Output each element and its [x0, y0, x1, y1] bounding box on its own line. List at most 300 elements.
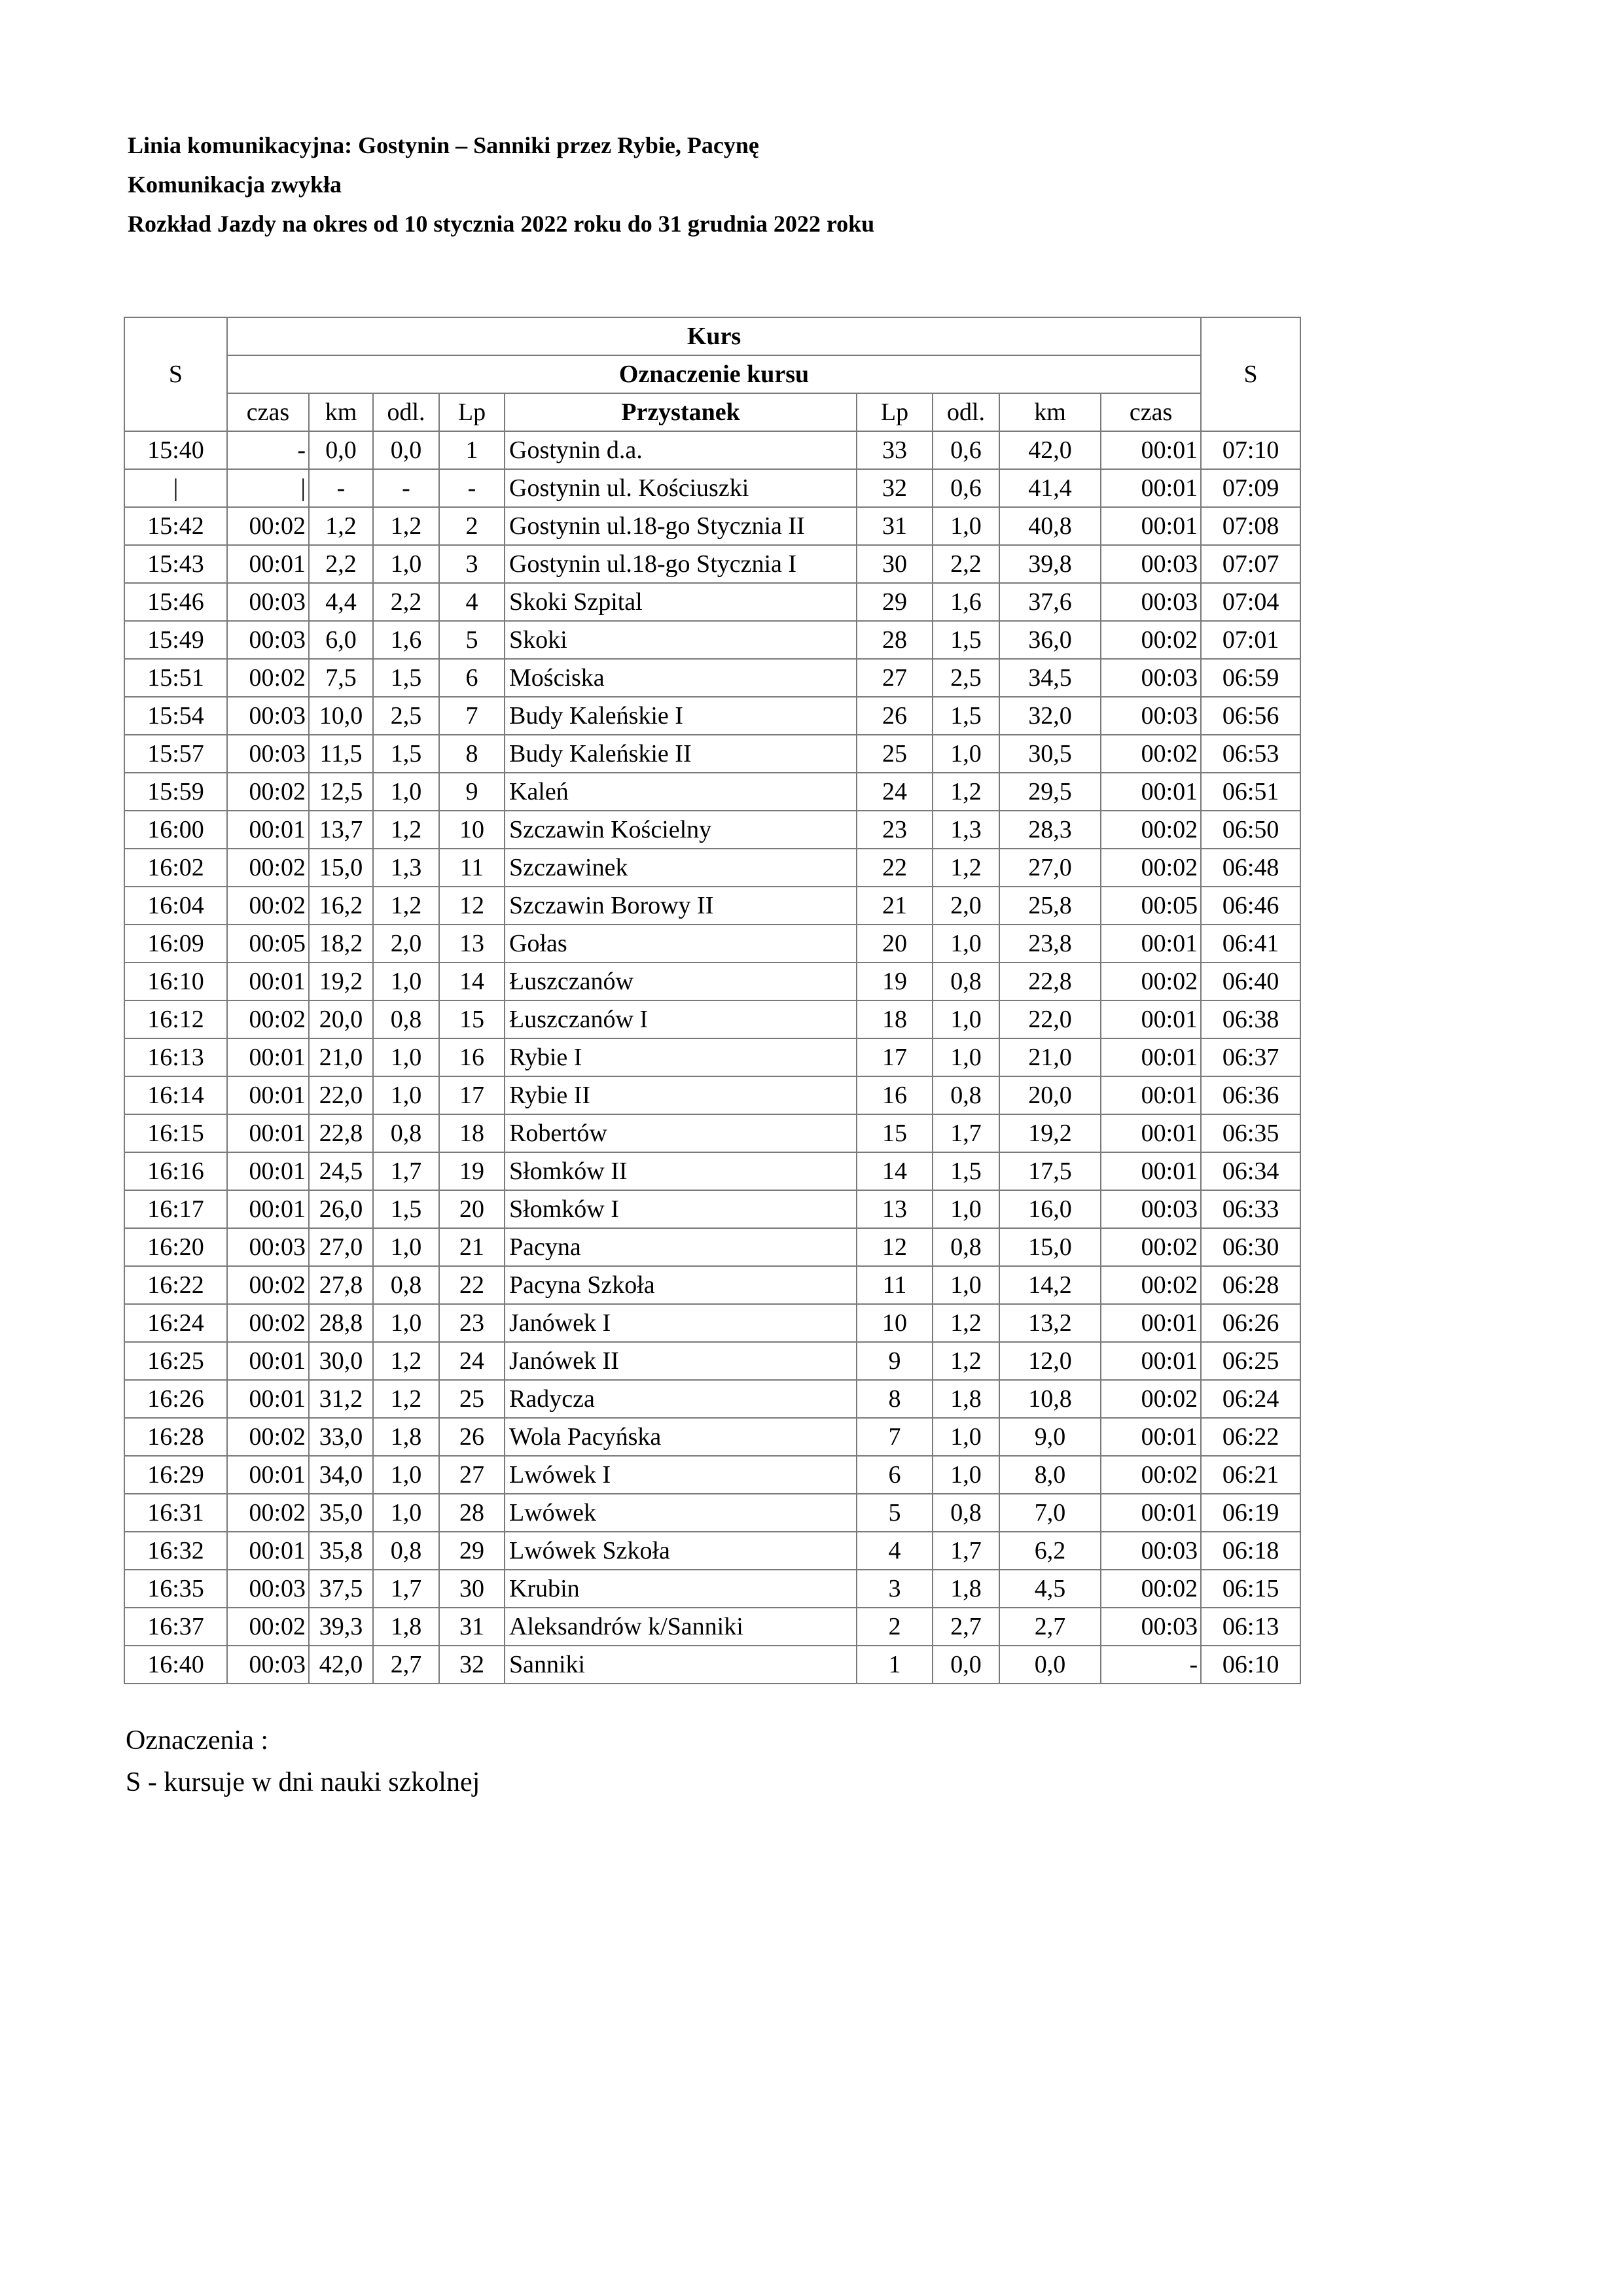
lp-out: 13	[439, 925, 505, 963]
departure-time: 16:16	[124, 1152, 227, 1190]
stop-name: Łuszczanów	[505, 963, 857, 1000]
lp-out: 14	[439, 963, 505, 1000]
stop-name: Wola Pacyńska	[505, 1418, 857, 1456]
odl-out: 1,0	[373, 1038, 439, 1076]
table-row	[124, 1646, 1300, 1684]
czas-out: 00:02	[227, 773, 309, 811]
stop-name: Lwówek Szkoła	[505, 1532, 857, 1570]
km-out: 11,5	[309, 735, 373, 773]
czas-back: 00:01	[1101, 925, 1201, 963]
odl-out: 1,7	[373, 1152, 439, 1190]
lp-out: 26	[439, 1418, 505, 1456]
czas-out: 00:01	[227, 1114, 309, 1152]
lp-back: 23	[857, 811, 933, 849]
departure-time: 16:35	[124, 1570, 227, 1608]
czas-out: 00:02	[227, 1608, 309, 1646]
lp-back: 7	[857, 1418, 933, 1456]
departure-time: 15:51	[124, 659, 227, 697]
czas-back: 00:02	[1101, 963, 1201, 1000]
km-back: 13,2	[999, 1304, 1101, 1342]
km-out: 39,3	[309, 1608, 373, 1646]
km-back: 32,0	[999, 697, 1101, 735]
return-time: 06:22	[1201, 1418, 1300, 1456]
table-row	[124, 1608, 1300, 1646]
school-days-marker-right: S	[1201, 317, 1300, 431]
odl-back: 1,6	[933, 583, 999, 621]
service-type: Komunikacja zwykła	[128, 171, 342, 198]
lp-back: 18	[857, 1000, 933, 1038]
czas-out: 00:02	[227, 1266, 309, 1304]
lp-back: 8	[857, 1380, 933, 1418]
lp-out: 11	[439, 849, 505, 887]
czas-back: 00:02	[1101, 1456, 1201, 1494]
stop-name: Skoki Szpital	[505, 583, 857, 621]
odl-out: 0,8	[373, 1114, 439, 1152]
km-back: 22,8	[999, 963, 1101, 1000]
stop-name: Robertów	[505, 1114, 857, 1152]
departure-time: 16:32	[124, 1532, 227, 1570]
lp-out: 7	[439, 697, 505, 735]
table-row	[124, 1456, 1300, 1494]
km-out: 7,5	[309, 659, 373, 697]
lp-back: 11	[857, 1266, 933, 1304]
km-out: 19,2	[309, 963, 373, 1000]
departure-time: 16:15	[124, 1114, 227, 1152]
stop-name: Gostynin ul.18-go Stycznia I	[505, 545, 857, 583]
km-back: 22,0	[999, 1000, 1101, 1038]
km-out: 22,8	[309, 1114, 373, 1152]
stop-name: Pacyna Szkoła	[505, 1266, 857, 1304]
lp-out: 17	[439, 1076, 505, 1114]
lp-out: 32	[439, 1646, 505, 1684]
return-time: 07:07	[1201, 545, 1300, 583]
departure-time: 16:13	[124, 1038, 227, 1076]
return-time: 06:15	[1201, 1570, 1300, 1608]
col-przystanek: Przystanek	[505, 393, 857, 431]
lp-back: 27	[857, 659, 933, 697]
czas-back: 00:02	[1101, 621, 1201, 659]
return-time: 06:50	[1201, 811, 1300, 849]
lp-out: 10	[439, 811, 505, 849]
odl-back: 1,7	[933, 1532, 999, 1570]
lp-back: 32	[857, 469, 933, 507]
lp-out: 16	[439, 1038, 505, 1076]
lp-out: 1	[439, 431, 505, 469]
odl-back: 1,3	[933, 811, 999, 849]
lp-back: 30	[857, 545, 933, 583]
departure-time: 16:00	[124, 811, 227, 849]
odl-back: 1,2	[933, 773, 999, 811]
odl-out: 1,3	[373, 849, 439, 887]
return-time: 06:30	[1201, 1228, 1300, 1266]
odl-out: 1,0	[373, 545, 439, 583]
lp-back: 3	[857, 1570, 933, 1608]
lp-back: 25	[857, 735, 933, 773]
lp-back: 2	[857, 1608, 933, 1646]
stop-name: Rybie II	[505, 1076, 857, 1114]
lp-back: 4	[857, 1532, 933, 1570]
lp-back: 1	[857, 1646, 933, 1684]
lp-out: 3	[439, 545, 505, 583]
km-back: 12,0	[999, 1342, 1101, 1380]
lp-out: 29	[439, 1532, 505, 1570]
col-km-back: km	[999, 393, 1101, 431]
lp-out: 20	[439, 1190, 505, 1228]
odl-out: 2,5	[373, 697, 439, 735]
table-row	[124, 1418, 1300, 1456]
odl-back: 1,0	[933, 1038, 999, 1076]
odl-out: -	[373, 469, 439, 507]
czas-out: 00:03	[227, 697, 309, 735]
czas-back: 00:01	[1101, 1114, 1201, 1152]
odl-out: 1,0	[373, 963, 439, 1000]
lp-back: 22	[857, 849, 933, 887]
km-back: 39,8	[999, 545, 1101, 583]
km-out: 27,0	[309, 1228, 373, 1266]
lp-out: 15	[439, 1000, 505, 1038]
lp-back: 20	[857, 925, 933, 963]
lp-out: 6	[439, 659, 505, 697]
km-back: 7,0	[999, 1494, 1101, 1532]
odl-out: 0,0	[373, 431, 439, 469]
czas-back: 00:01	[1101, 1494, 1201, 1532]
lp-out: 21	[439, 1228, 505, 1266]
departure-time: 16:09	[124, 925, 227, 963]
departure-time: 15:43	[124, 545, 227, 583]
stop-name: Rybie I	[505, 1038, 857, 1076]
stop-name: Gostynin d.a.	[505, 431, 857, 469]
stop-name: Kaleń	[505, 773, 857, 811]
km-back: 15,0	[999, 1228, 1101, 1266]
km-back: 14,2	[999, 1266, 1101, 1304]
stop-name: Łuszczanów I	[505, 1000, 857, 1038]
odl-back: 0,0	[933, 1646, 999, 1684]
czas-back: 00:03	[1101, 583, 1201, 621]
odl-back: 1,0	[933, 507, 999, 545]
odl-out: 1,2	[373, 507, 439, 545]
km-back: 42,0	[999, 431, 1101, 469]
km-out: 35,8	[309, 1532, 373, 1570]
odl-back: 0,8	[933, 1076, 999, 1114]
km-back: 30,5	[999, 735, 1101, 773]
odl-back: 2,5	[933, 659, 999, 697]
col-km-out: km	[309, 393, 373, 431]
column-headers	[124, 393, 1300, 431]
lp-back: 17	[857, 1038, 933, 1076]
km-out: 42,0	[309, 1646, 373, 1684]
departure-time: 15:40	[124, 431, 227, 469]
czas-out: 00:03	[227, 1646, 309, 1684]
validity-period: Rozkład Jazdy na okres od 10 stycznia 2022 roku do 31 grudnia 2022 roku	[128, 211, 875, 237]
stop-name: Szczawinek	[505, 849, 857, 887]
return-time: 06:28	[1201, 1266, 1300, 1304]
odl-back: 0,6	[933, 469, 999, 507]
table-row	[124, 1304, 1300, 1342]
stop-name: Gostynin ul.18-go Stycznia II	[505, 507, 857, 545]
czas-out: 00:01	[227, 545, 309, 583]
lp-out: 5	[439, 621, 505, 659]
lp-back: 33	[857, 431, 933, 469]
lp-out: 30	[439, 1570, 505, 1608]
lp-back: 26	[857, 697, 933, 735]
km-out: 34,0	[309, 1456, 373, 1494]
table-row	[124, 469, 1300, 507]
table-row	[124, 1380, 1300, 1418]
odl-back: 1,0	[933, 1418, 999, 1456]
odl-out: 1,0	[373, 1456, 439, 1494]
czas-back: 00:03	[1101, 1532, 1201, 1570]
table-row	[124, 887, 1300, 925]
odl-back: 1,8	[933, 1380, 999, 1418]
czas-back: 00:01	[1101, 507, 1201, 545]
departure-time: 16:29	[124, 1456, 227, 1494]
stop-name: Budy Kaleńskie I	[505, 697, 857, 735]
czas-back: 00:02	[1101, 849, 1201, 887]
km-out: 24,5	[309, 1152, 373, 1190]
return-time: 06:51	[1201, 773, 1300, 811]
stop-name: Skoki	[505, 621, 857, 659]
odl-back: 2,0	[933, 887, 999, 925]
lp-back: 13	[857, 1190, 933, 1228]
return-time: 06:26	[1201, 1304, 1300, 1342]
departure-time: 15:57	[124, 735, 227, 773]
lp-out: 9	[439, 773, 505, 811]
table-row	[124, 1266, 1300, 1304]
stop-name: Budy Kaleńskie II	[505, 735, 857, 773]
line-title: Linia komunikacyjna: Gostynin – Sanniki przez Rybie, Pacynę	[128, 132, 759, 158]
km-out: 21,0	[309, 1038, 373, 1076]
odl-out: 1,0	[373, 1076, 439, 1114]
lp-back: 12	[857, 1228, 933, 1266]
km-back: 40,8	[999, 507, 1101, 545]
km-back: 16,0	[999, 1190, 1101, 1228]
lp-out: 31	[439, 1608, 505, 1646]
km-back: 19,2	[999, 1114, 1101, 1152]
km-back: 8,0	[999, 1456, 1101, 1494]
odl-back: 1,8	[933, 1570, 999, 1608]
odl-out: 1,2	[373, 811, 439, 849]
col-lp-back: Lp	[857, 393, 933, 431]
km-out: 10,0	[309, 697, 373, 735]
school-days-marker-left: S	[124, 317, 227, 431]
km-back: 34,5	[999, 659, 1101, 697]
km-out: 30,0	[309, 1342, 373, 1380]
return-time: 07:04	[1201, 583, 1300, 621]
departure-time: 16:25	[124, 1342, 227, 1380]
timetable-body	[124, 431, 1300, 1684]
odl-back: 1,0	[933, 1456, 999, 1494]
return-time: 06:13	[1201, 1608, 1300, 1646]
stop-name: Sanniki	[505, 1646, 857, 1684]
czas-out: |	[227, 469, 309, 507]
return-time: 06:18	[1201, 1532, 1300, 1570]
lp-out: 8	[439, 735, 505, 773]
lp-back: 10	[857, 1304, 933, 1342]
km-back: 29,5	[999, 773, 1101, 811]
czas-out: 00:03	[227, 1570, 309, 1608]
stop-name: Pacyna	[505, 1228, 857, 1266]
czas-out: 00:03	[227, 583, 309, 621]
odl-out: 1,0	[373, 1304, 439, 1342]
lp-back: 14	[857, 1152, 933, 1190]
odl-back: 1,5	[933, 697, 999, 735]
lp-out: 25	[439, 1380, 505, 1418]
km-out: 13,7	[309, 811, 373, 849]
odl-out: 0,8	[373, 1000, 439, 1038]
odl-out: 1,5	[373, 659, 439, 697]
odl-back: 1,2	[933, 1342, 999, 1380]
odl-back: 1,0	[933, 1000, 999, 1038]
stop-name: Lwówek	[505, 1494, 857, 1532]
odl-back: 2,2	[933, 545, 999, 583]
odl-out: 1,2	[373, 1342, 439, 1380]
odl-back: 0,8	[933, 1228, 999, 1266]
return-time: 06:38	[1201, 1000, 1300, 1038]
czas-out: 00:02	[227, 507, 309, 545]
lp-back: 19	[857, 963, 933, 1000]
km-back: 37,6	[999, 583, 1101, 621]
departure-time: 16:10	[124, 963, 227, 1000]
table-row	[124, 1152, 1300, 1190]
km-back: 21,0	[999, 1038, 1101, 1076]
odl-back: 1,5	[933, 621, 999, 659]
table-row	[124, 1000, 1300, 1038]
czas-out: 00:02	[227, 659, 309, 697]
departure-time: 15:46	[124, 583, 227, 621]
czas-out: 00:02	[227, 887, 309, 925]
lp-back: 29	[857, 583, 933, 621]
table-row	[124, 1532, 1300, 1570]
km-back: 41,4	[999, 469, 1101, 507]
lp-out: 23	[439, 1304, 505, 1342]
lp-out: -	[439, 469, 505, 507]
legend-title: Oznaczenia :	[126, 1725, 269, 1756]
km-out: 2,2	[309, 545, 373, 583]
odl-back: 1,7	[933, 1114, 999, 1152]
table-row	[124, 811, 1300, 849]
km-out: 6,0	[309, 621, 373, 659]
km-out: 12,5	[309, 773, 373, 811]
czas-back: 00:01	[1101, 1342, 1201, 1380]
czas-back: 00:01	[1101, 1038, 1201, 1076]
czas-out: 00:01	[227, 1190, 309, 1228]
czas-back: 00:03	[1101, 697, 1201, 735]
timetable	[124, 317, 1301, 1684]
departure-time: 16:20	[124, 1228, 227, 1266]
km-out: 35,0	[309, 1494, 373, 1532]
return-time: 06:56	[1201, 697, 1300, 735]
odl-out: 1,5	[373, 1190, 439, 1228]
czas-back: 00:02	[1101, 1570, 1201, 1608]
czas-out: -	[227, 431, 309, 469]
stop-name: Janówek I	[505, 1304, 857, 1342]
table-row	[124, 773, 1300, 811]
czas-out: 00:03	[227, 735, 309, 773]
lp-out: 12	[439, 887, 505, 925]
czas-back: 00:01	[1101, 1304, 1201, 1342]
km-back: 17,5	[999, 1152, 1101, 1190]
odl-back: 1,5	[933, 1152, 999, 1190]
stop-name: Janówek II	[505, 1342, 857, 1380]
departure-time: 16:31	[124, 1494, 227, 1532]
czas-back: 00:01	[1101, 469, 1201, 507]
czas-out: 00:02	[227, 1000, 309, 1038]
km-back: 28,3	[999, 811, 1101, 849]
odl-out: 2,7	[373, 1646, 439, 1684]
table-row	[124, 621, 1300, 659]
odl-out: 1,8	[373, 1608, 439, 1646]
return-time: 06:35	[1201, 1114, 1300, 1152]
departure-time: 16:22	[124, 1266, 227, 1304]
lp-out: 4	[439, 583, 505, 621]
return-time: 06:59	[1201, 659, 1300, 697]
czas-back: 00:01	[1101, 773, 1201, 811]
stop-name: Aleksandrów k/Sanniki	[505, 1608, 857, 1646]
km-out: 28,8	[309, 1304, 373, 1342]
czas-back: 00:05	[1101, 887, 1201, 925]
km-back: 36,0	[999, 621, 1101, 659]
czas-out: 00:02	[227, 1418, 309, 1456]
departure-time: 15:59	[124, 773, 227, 811]
col-czas-out: czas	[227, 393, 309, 431]
table-row	[124, 697, 1300, 735]
czas-out: 00:01	[227, 1342, 309, 1380]
stop-name: Radycza	[505, 1380, 857, 1418]
odl-out: 1,0	[373, 1228, 439, 1266]
czas-back: 00:02	[1101, 811, 1201, 849]
lp-out: 24	[439, 1342, 505, 1380]
odl-back: 1,2	[933, 1304, 999, 1342]
odl-out: 0,8	[373, 1532, 439, 1570]
departure-time: 16:14	[124, 1076, 227, 1114]
departure-time: |	[124, 469, 227, 507]
stop-name: Gołas	[505, 925, 857, 963]
odl-back: 0,6	[933, 431, 999, 469]
return-time: 06:40	[1201, 963, 1300, 1000]
km-out: 4,4	[309, 583, 373, 621]
czas-out: 00:03	[227, 1228, 309, 1266]
table-row	[124, 1038, 1300, 1076]
departure-time: 16:37	[124, 1608, 227, 1646]
return-time: 07:09	[1201, 469, 1300, 507]
table-row	[124, 1342, 1300, 1380]
czas-back: 00:01	[1101, 1152, 1201, 1190]
document-heading	[128, 126, 874, 243]
stop-name: Szczawin Borowy II	[505, 887, 857, 925]
odl-out: 1,0	[373, 1494, 439, 1532]
departure-time: 15:49	[124, 621, 227, 659]
czas-back: 00:02	[1101, 1228, 1201, 1266]
departure-time: 16:02	[124, 849, 227, 887]
km-out: 26,0	[309, 1190, 373, 1228]
table-row	[124, 1076, 1300, 1114]
czas-out: 00:01	[227, 811, 309, 849]
czas-back: -	[1101, 1646, 1201, 1684]
odl-back: 2,7	[933, 1608, 999, 1646]
odl-out: 1,2	[373, 1380, 439, 1418]
km-out: 1,2	[309, 507, 373, 545]
return-time: 06:36	[1201, 1076, 1300, 1114]
lp-back: 5	[857, 1494, 933, 1532]
return-time: 06:24	[1201, 1380, 1300, 1418]
departure-time: 16:24	[124, 1304, 227, 1342]
czas-back: 00:03	[1101, 545, 1201, 583]
lp-back: 15	[857, 1114, 933, 1152]
czas-out: 00:01	[227, 1380, 309, 1418]
km-back: 27,0	[999, 849, 1101, 887]
odl-out: 2,2	[373, 583, 439, 621]
departure-time: 15:42	[124, 507, 227, 545]
